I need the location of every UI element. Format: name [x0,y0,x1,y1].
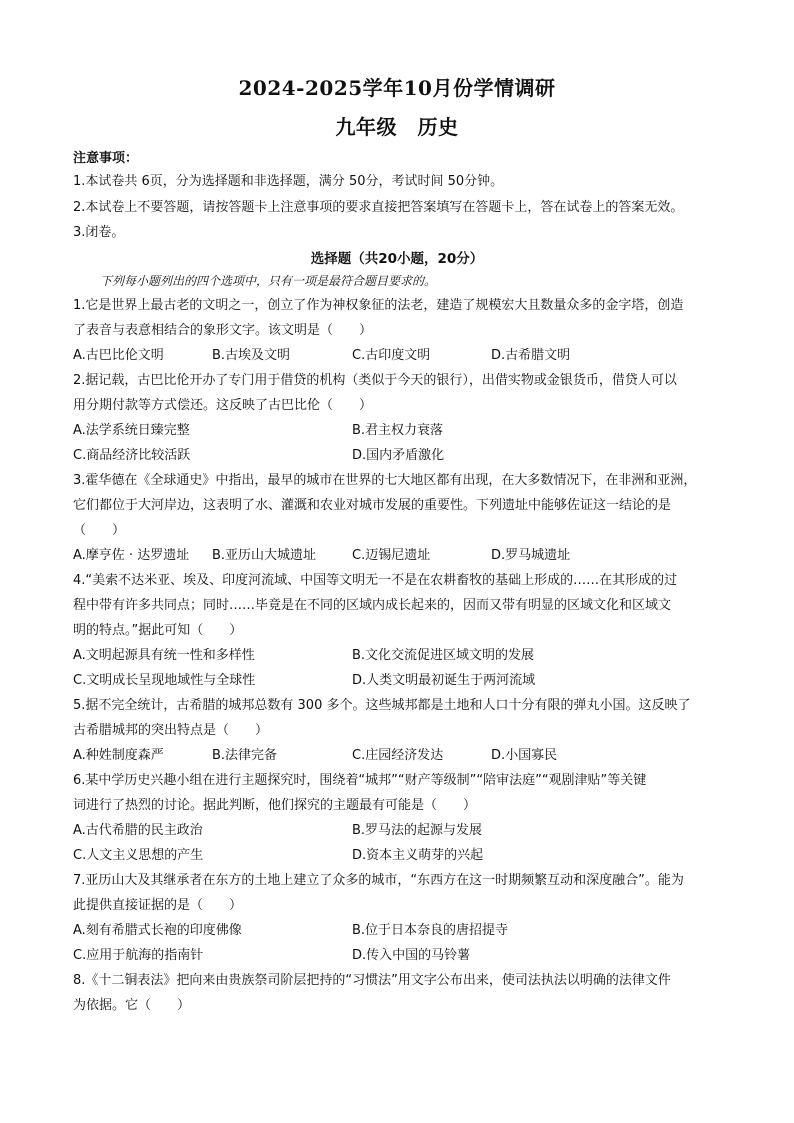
question-line: （ ） [73,523,126,538]
question-line: 古希腊城邦的突出特点是（ ） [73,723,269,738]
question-line: 2.据记载，古巴比伦开办了专门用于借贷的机构（类似于今天的银行），出借实物或金银货币，借贷人可以 [73,373,677,388]
question-line: 4.“美索不达米亚、埃及、印度河流域、中国等文明无一不是在农耕畜牧的基础上形成的……在其形成的过 [73,573,678,588]
question-line: 词进行了热烈的讨论。据此判断，他们探究的主题最有可能是（ ） [73,798,477,813]
question-line: 5.据不完全统计，古希腊的城邦总数有 300 多个。这些城邦都是土地和人口十分有限的弹丸小国。这反映了 [73,698,691,713]
question-line: 6.某中学历史兴趣小组在进行主题探究时，围绕着“城邦”“财产等级制”“陪审法庭”“观剧津贴”等关键 [73,773,647,788]
question-line: 它们都位于大河岸边，这表明了水、灌溉和农业对城市发展的重要性。下列遗址中能够佐证这一结论的是 [73,498,672,513]
option: C.人文主义思想的产生 [73,848,204,863]
question-line: 3.霍华德在《全球通史》中指出，最早的城市在世界的七大地区都有出现，在大多数情况下，在非洲和亚洲， [73,473,697,488]
option: B.文化交流促进区域文明的发展 [352,648,535,663]
option: A.古巴比伦文明 [73,348,164,363]
option: C.古印度文明 [352,348,431,363]
option: C.应用于航海的指南针 [73,948,204,963]
question-line: 用分期付款等方式偿还。这反映了古巴比伦（ ） [73,398,373,413]
option: C.迈锡尼遗址 [352,548,431,563]
option: B.亚历山大城遗址 [212,548,317,563]
option: D.罗马城遗址 [491,548,571,563]
option: D.小国寡民 [491,748,558,763]
option: B.君主权力衰落 [352,423,444,438]
option: C.商品经济比较活跃 [73,448,191,463]
option: C.文明成长呈现地域性与全球性 [73,673,256,688]
question-line: 此提供直接证据的是（ ） [73,898,243,913]
option: A.文明起源具有统一性和多样性 [73,648,255,663]
section-title: 选择题（共20小题，20分） [310,251,484,267]
question-line: 了表音与表意相结合的象形文字。该文明是（ ） [73,323,373,338]
question-line: 明的特点。”据此可知（ ） [73,623,243,638]
option: C.庄园经济发达 [352,748,444,763]
option: B.位于日本奈良的唐招提寺 [352,923,509,938]
question-line: 8.《十二铜表法》把向来由贵族祭司阶层把持的“习惯法”用文字公布出来，使司法执法以明确的法律文件 [73,973,671,988]
option: B.法律完备 [212,748,278,763]
option: D.古希腊文明 [491,348,571,363]
option: B.古埃及文明 [212,348,291,363]
question-line: 1.它是世界上最古老的文明之一，创立了作为神权象征的法老，建造了规模宏大且数量众多的金字塔，创造 [73,298,684,313]
option: A.摩亨佐 · 达罗遗址 [73,548,190,563]
option: D.资本主义萌芽的兴起 [352,848,484,863]
question-line: 程中带有许多共同点；同时……毕竟是在不同的区域内成长起来的，因而又带有明显的区域文化和区域文 [73,598,672,613]
option: D.人类文明最初诞生于两河流域 [352,673,536,688]
option: B.罗马法的起源与发展 [352,823,483,838]
option: D.国内矛盾激化 [352,448,445,463]
notes-heading: 注意事项： [73,151,139,166]
option: A.种姓制度森严 [73,748,164,763]
section-instruction: 下列每小题列出的四个选项中，只有一项是最符合题目要求的。 [100,274,437,288]
note-item: 3.闭卷。 [73,225,125,240]
question-line: 为依据。它（ ） [73,998,191,1013]
exam-title: 2024-2025学年10月份学情调研 [238,76,556,100]
exam-subtitle: 九年级 历史 [335,115,459,139]
question-line: 7.亚历山大及其继承者在东方的土地上建立了众多的城市，“东西方在这一时期频繁互动和深度融合”。能为 [73,873,684,888]
note-item: 2.本试卷上不要答题，请按答题卡上注意事项的要求直接把答案填写在答题卡上，答在试卷上的答案无效。 [73,200,684,215]
option: A.法学系统日臻完整 [73,423,190,438]
note-item: 1.本试卷共 6页，分为选择题和非选择题，满分 50分，考试时间 50分钟。 [73,174,504,189]
option: A.古代希腊的民主政治 [73,823,203,838]
option: D.传入中国的马铃薯 [352,948,471,963]
option: A.刻有希腊式长袍的印度佛像 [73,923,242,938]
